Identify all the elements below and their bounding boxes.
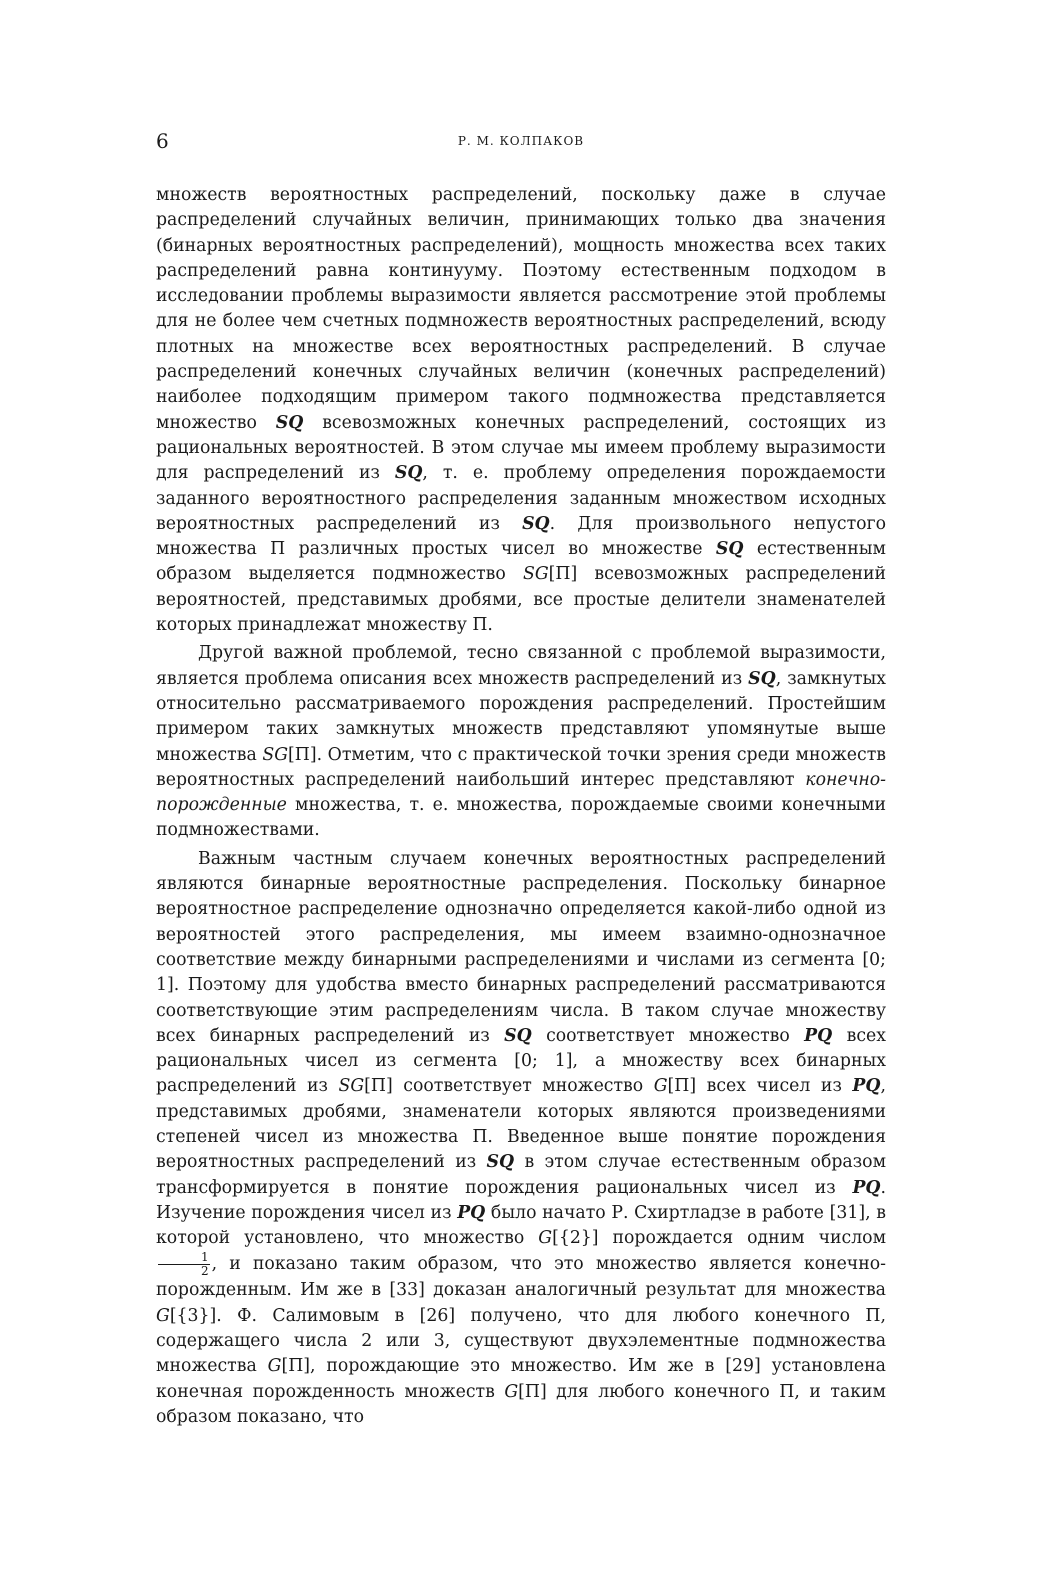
math-sq: SQ	[394, 463, 423, 484]
text-run: всевозможных конечных распределений, состоящих из рациональных вероятностей. В этом случае мы имеем проблему выразимости для распределений из	[156, 412, 887, 484]
fraction-denominator: 2	[201, 1264, 209, 1279]
paragraph-3	[156, 847, 886, 1431]
math-sq: SQ	[748, 668, 776, 689]
math-g: G	[504, 1381, 519, 1402]
paragraph-2	[156, 641, 886, 843]
running-head	[156, 128, 886, 158]
paragraph-1	[156, 183, 886, 638]
text-run: [П] для любого конечного П, и таким образом показано, что	[156, 1381, 886, 1427]
text-run: Другой важной проблемой, тесно связанной с проблемой выразимости, является проблема описания всех множеств распределений из	[156, 643, 886, 689]
text-run: множества, т. е. множества, порождаемые своими конечными подмножествами.	[156, 795, 886, 841]
math-pq: PQ	[852, 1177, 881, 1198]
math-sq: SQ	[522, 513, 550, 534]
math-sg: SG	[338, 1076, 365, 1097]
text-run: . Изучение порождения чисел из	[156, 1177, 886, 1223]
text-run: [П] всех чисел из	[667, 1076, 853, 1097]
math-pq: PQ	[852, 1076, 881, 1097]
text-run: [П] всевозможных распределений вероятностей, представимых дробями, все простые делители знаменателей которых принадлежат множеству П.	[156, 564, 886, 636]
text-run: [П]. Отметим, что с практической точки зрения среди множеств вероятностных распределений наибольший интерес представляют	[156, 744, 886, 790]
text-run: [{2}] порождается одним числом	[552, 1228, 887, 1249]
text-run: , замкнутых относительно рассматриваемого порождения распределений. Простейшим примером таких замкнутых множеств представляют упомянутые выше множества	[156, 668, 886, 765]
fraction-numerator: 1	[158, 1251, 210, 1265]
math-sg: SG	[523, 564, 549, 585]
text-run: , представимых дробями, знаменатели которых являются произведениями степеней чисел из множества П. Введенное выше понятие порождения вероятностных распределений из	[156, 1076, 886, 1173]
math-sg: SG	[262, 744, 289, 765]
math-g: G	[156, 1305, 170, 1326]
text-run: естественным образом выделяется подмножество	[156, 539, 886, 585]
text-run: соответствует множество	[531, 1025, 805, 1046]
math-sq: SQ	[715, 539, 744, 560]
math-sq: SQ	[275, 412, 304, 433]
math-pq: PQ	[804, 1025, 833, 1046]
emphasis-term: конечно-порожденные	[156, 769, 886, 816]
math-sq: SQ	[504, 1025, 532, 1046]
text-run: [П] соответствует множество	[364, 1076, 654, 1097]
text-run: , т. е. проблему определения порождаемости заданного вероятностного распределения заданным множеством исходных вероятностных распределений из	[156, 463, 887, 534]
body-text	[156, 183, 886, 1430]
text-run: [П], порождающие это множество. Им же в [29] установлена конечная порожденность множеств	[156, 1356, 886, 1402]
text-run: в этом случае естественным образом трансформируется в понятие порождения рациональных чисел из	[156, 1152, 887, 1198]
running-title: Р. М. КОЛПАКОВ	[457, 134, 585, 148]
text-run: [{3}]. Ф. Салимовым в [26] получено, что для любого конечного П, содержащего числа 2 или 3, существуют двухэлементные подмножества множества	[156, 1305, 886, 1377]
math-g: G	[267, 1356, 282, 1377]
text-run: было начато Р. Схиртладзе в работе [31], в которой установлено, что множество	[156, 1202, 886, 1249]
text-run: . Для произвольного непустого множества П различных простых чисел во множестве	[156, 513, 886, 560]
fraction-one-half	[158, 1251, 210, 1278]
text-run: множеств вероятностных распределений, поскольку даже в случае распределений случайных величин, принимающих только два значения (бинарных вероятностных распределений), мощность множества всех таких распределений равна континууму. Поэтому естественным подходом в исследовании проблемы выразимости является рассмотрение этой проблемы для не более чем счетных подмножеств вероятностных распределений, всюду плотных на множестве всех вероятностных распределений. В случае распределений конечных случайных величин (конечных распределений) наиболее подходящим примером такого подмножества представляется множество	[156, 185, 886, 433]
text-run: Важным частным случаем конечных вероятностных распределений являются бинарные вероятностные распределения. Поскольку бинарное вероятностное распределение однозначно определяется какой-либо одной из вероятностей этого распределения, мы имеем взаимно-однозначное соответствие между бинарными распределениями и числами из сегмента [0; 1]. Поэтому для удобства вместо бинарных распределений рассматриваются соответствующие этим распределениям числа. В таком случае множеству всех бинарных распределений из	[156, 848, 886, 1046]
math-pq: PQ	[457, 1202, 486, 1223]
math-g: G	[538, 1228, 553, 1249]
math-g: G	[653, 1076, 668, 1097]
text-run: всех рациональных чисел из сегмента [0; 1], а множеству всех бинарных распределений из	[156, 1025, 886, 1097]
math-sq: SQ	[486, 1152, 515, 1173]
text-run: , и показано таким образом, что это множество является конечно-порожденным. Им же в [33] доказан аналогичный результат для множества	[156, 1254, 886, 1301]
page-number: 6	[156, 129, 169, 153]
